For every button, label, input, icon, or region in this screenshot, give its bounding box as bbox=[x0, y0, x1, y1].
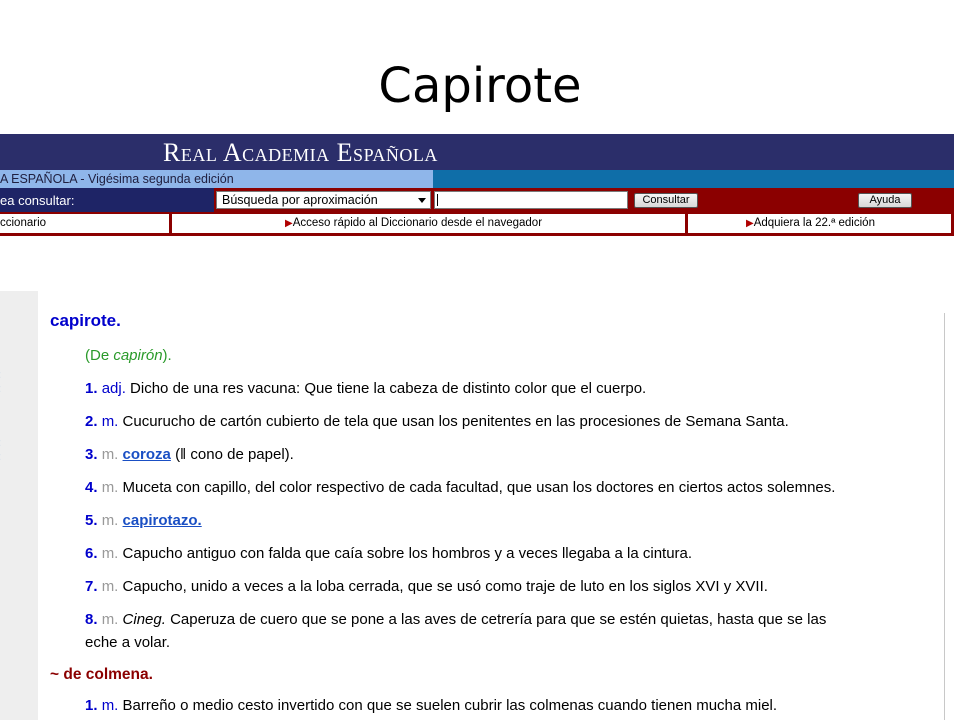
etymology-open: (De bbox=[85, 347, 114, 364]
etymology-close: ). bbox=[162, 347, 172, 364]
sense-text: Dicho de una res vacuna: Que tiene la cabeza de distinto color que el cuerpo. bbox=[130, 380, 647, 397]
headword: capirote. bbox=[50, 311, 121, 330]
sense-abbr: m. bbox=[101, 413, 119, 430]
link-adquiera[interactable] bbox=[688, 214, 951, 233]
sense-7 bbox=[85, 578, 768, 595]
sense-3 bbox=[85, 446, 294, 463]
link-diccionario-label: ccionario bbox=[0, 217, 47, 229]
search-label-area bbox=[0, 188, 214, 212]
sense-number: 1. bbox=[85, 380, 98, 397]
sense-text: Cucurucho de cartón cubierto de tela que usan los penitentes en las procesiones de Semana Santa. bbox=[122, 413, 789, 430]
nav-marker-icon bbox=[0, 437, 1, 449]
scrollbar[interactable] bbox=[944, 313, 960, 720]
edition-bar-left bbox=[0, 170, 433, 188]
sense-abbr: m. bbox=[101, 446, 119, 463]
sense-number: 5. bbox=[85, 512, 98, 529]
link-acceso-rapido[interactable] bbox=[172, 214, 685, 233]
sense-text: Capucho antiguo con falda que caía sobre los hombros y a veces llegaba a la cintura. bbox=[122, 545, 693, 562]
subentry-sense-1 bbox=[85, 697, 777, 714]
search-label: ea consultar: bbox=[0, 193, 75, 208]
sense-text: Capucho, unido a veces a la loba cerrada, que se usó como traje de luto en los siglos XVI y XVII. bbox=[122, 578, 768, 595]
sense-8-continuation bbox=[85, 634, 170, 651]
left-nav-strip bbox=[0, 291, 38, 720]
nav-marker-icon bbox=[0, 383, 1, 395]
sense-text: Muceta con capillo, del color respectivo de cada facultad, que usan los doctores en ciertos actos solemnes. bbox=[122, 479, 836, 496]
link-diccionario[interactable] bbox=[0, 214, 169, 233]
links-bar bbox=[0, 212, 954, 236]
sense-abbr: m. bbox=[101, 697, 119, 714]
search-mode-select[interactable] bbox=[216, 191, 431, 209]
sense-number: 8. bbox=[85, 611, 98, 628]
subentry-head: ~ de colmena. bbox=[50, 666, 153, 683]
edition-text: A ESPAÑOLA - Vigésima segunda edición bbox=[0, 172, 234, 186]
sense-text: Barreño o medio cesto invertido con que se suelen cubrir las colmenas cuando tienen mucha miel. bbox=[122, 697, 778, 714]
sense-5 bbox=[85, 512, 202, 529]
sense-6 bbox=[85, 545, 692, 562]
chevron-down-icon bbox=[418, 198, 426, 203]
sense-text: Caperuza de cuero que se pone a las aves de cetrería para que se estén quietas, hasta que se las bbox=[170, 611, 827, 628]
nav-marker-icon bbox=[0, 369, 1, 381]
link-acceso-rapido-wrap bbox=[285, 214, 542, 233]
rae-header bbox=[0, 134, 954, 238]
sense-number: 7. bbox=[85, 578, 98, 595]
sense-abbr: m. bbox=[101, 578, 119, 595]
sense-number: 6. bbox=[85, 545, 98, 562]
sense-1 bbox=[85, 380, 646, 397]
etymology bbox=[85, 347, 172, 364]
sense-text: (‖ cono de papel). bbox=[175, 446, 294, 463]
consultar-button[interactable]: Consultar bbox=[634, 193, 698, 208]
search-input[interactable] bbox=[434, 191, 628, 209]
sense-number: 2. bbox=[85, 413, 98, 430]
link-adquiera-wrap bbox=[746, 214, 875, 233]
sense-abbr: m. bbox=[101, 545, 119, 562]
rae-banner-title: Real Academia Española bbox=[163, 138, 438, 167]
sense-number: 1. bbox=[85, 697, 98, 714]
triangle-right-icon: ▶ bbox=[746, 218, 754, 229]
rae-banner bbox=[0, 134, 954, 170]
ayuda-button[interactable]: Ayuda bbox=[858, 193, 912, 208]
link-acceso-rapido-label: Acceso rápido al Diccionario desde el navegador bbox=[292, 217, 543, 229]
sense-abbr: m. bbox=[101, 512, 119, 529]
definition-frame bbox=[0, 291, 960, 720]
slide-title: Capirote bbox=[378, 58, 582, 114]
etymology-word: capirón bbox=[113, 347, 163, 364]
sense-abbr: m. bbox=[101, 611, 119, 628]
link-coroza[interactable]: coroza bbox=[122, 446, 171, 463]
search-bar bbox=[0, 188, 954, 212]
search-mode-value: Búsqueda por aproximación bbox=[222, 193, 378, 207]
sense-number: 3. bbox=[85, 446, 98, 463]
sense-text: eche a volar. bbox=[85, 634, 171, 651]
sense-abbr: adj. bbox=[101, 380, 126, 397]
nav-marker-icon bbox=[0, 451, 1, 463]
link-capirotazo[interactable]: capirotazo. bbox=[122, 512, 202, 529]
sense-field: Cineg. bbox=[122, 611, 166, 628]
link-adquiera-label: Adquiera la 22.ª edición bbox=[753, 217, 875, 229]
edition-bar bbox=[0, 170, 954, 188]
text-caret bbox=[437, 194, 438, 206]
triangle-right-icon: ▶ bbox=[285, 218, 293, 229]
sense-2 bbox=[85, 413, 789, 430]
sense-number: 4. bbox=[85, 479, 98, 496]
sense-4 bbox=[85, 479, 835, 496]
sense-abbr: m. bbox=[101, 479, 119, 496]
sense-8 bbox=[85, 611, 826, 628]
